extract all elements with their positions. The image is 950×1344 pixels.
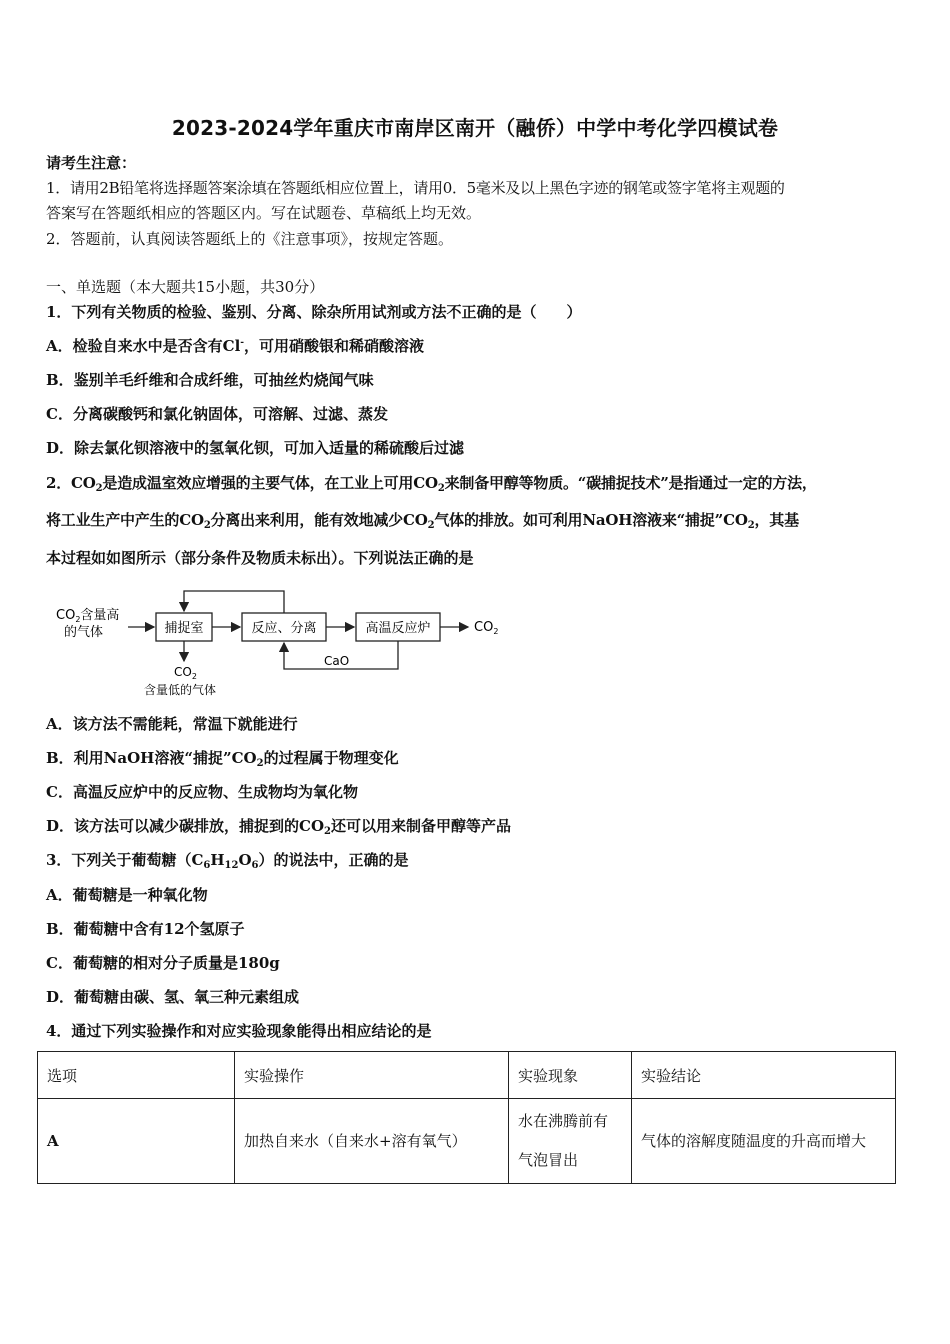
- process-diagram: [50, 583, 520, 703]
- q2-stem-line-1: 2．$CO_2$是造成温室效应增强的主要气体，在工业上可用$CO_2$来制备甲醇等物质。“碳捕捉技术”是指通过一定的方法，: [46, 474, 817, 494]
- q4-table: [37, 1051, 896, 1184]
- row-a-operation: 加热自来水（自来水+溶有氧气）: [235, 1099, 509, 1184]
- q1-option-c: C．分离碳酸钙和氯化钠固体，可溶解、过滤、蒸发: [46, 405, 388, 423]
- q1-option-b: B．鉴别羊毛纤维和合成纤维，可抽丝灼烧闻气味: [46, 371, 374, 389]
- row-a-conclusion: 气体的溶解度随温度的升高而增大: [632, 1099, 896, 1184]
- q3-stem: 3．下列关于葡萄糖$(C_6H_{12}O_6)$的说法中，正确的是: [46, 851, 409, 871]
- q4-stem: 4．通过下列实验操作和对应实验现象能得出相应结论的是: [46, 1022, 432, 1040]
- furnace-label: 高温反应炉: [365, 621, 431, 636]
- notice-item-1a: 1．请用2B铅笔将选择题答案涂填在答题纸相应位置上，请用0．5毫米及以上黑色字迹的钢笔或签字笔将主观题的: [46, 179, 785, 197]
- q3-option-c: C．葡萄糖的相对分子质量是180g: [46, 954, 280, 972]
- reaction-separation-label: 反应、分离: [251, 621, 317, 636]
- q1-option-a: A．检验自来水中是否含有Cl-，可用硝酸银和稀硝酸溶液: [46, 337, 425, 355]
- table-header-row: [38, 1052, 896, 1099]
- header-operation: 实验操作: [235, 1052, 509, 1099]
- header-phenomenon: 实验现象: [509, 1052, 632, 1099]
- q2-stem-line-2: 将工业生产中产生的$CO_2$分离出来利用，能有效地减少$CO_2$气体的排放。如可利用NaOH溶液来“捕捉$”CO_2$，其基: [46, 511, 799, 531]
- q1-option-d: D．除去氯化钡溶液中的氢氧化钡，可加入适量的稀硫酸后过滤: [46, 439, 465, 457]
- q2-stem-line-3: 本过程如如图所示（部分条件及物质未标出）。下列说法正确的是: [46, 549, 474, 567]
- input-gas-label: $CO_2$含量高: [56, 608, 120, 624]
- q3-option-d: D．葡萄糖由碳、氢、氧三种元素组成: [46, 988, 300, 1006]
- recycle-loop-top: [184, 591, 284, 613]
- q2-option-c: C．高温反应炉中的反应物、生成物均为氧化物: [46, 783, 358, 801]
- q3-option-a: A．葡萄糖是一种氧化物: [46, 886, 208, 904]
- cao-label: CaO: [324, 654, 350, 668]
- q1-stem: 1．下列有关物质的检验、鉴别、分离、除杂所用试剂或方法不正确的是（ ）: [46, 303, 582, 321]
- low-gas-label: $CO_2$: [174, 665, 197, 681]
- q2-option-b: B．利用NaOH溶液“捕捉$”CO_2$的过程属于物理变化: [46, 749, 399, 769]
- q3-option-b: B．葡萄糖中含有12个氢原子: [46, 920, 245, 938]
- capture-chamber-label: 捕捉室: [164, 621, 204, 636]
- section-heading: 一、单选题（本大题共15小题，共30分）: [46, 278, 325, 296]
- output-co2-label: $CO_2$: [474, 620, 499, 636]
- input-gas-label-2: 的气体: [64, 625, 104, 640]
- page-title: 2023-2024学年重庆市南岸区南开（融侨）中学中考化学四模试卷: [171, 116, 779, 140]
- row-a-option: A: [38, 1099, 235, 1184]
- header-conclusion: 实验结论: [632, 1052, 896, 1099]
- table-row: [38, 1099, 896, 1184]
- header-option: 选项: [38, 1052, 235, 1099]
- q2-option-a: A．该方法不需能耗，常温下就能进行: [46, 715, 298, 733]
- low-gas-label-2: 含量低的气体: [144, 683, 217, 697]
- notice-heading: 请考生注意：: [46, 154, 137, 172]
- notice-item-1b: 答案写在答题纸相应的答题区内。写在试题卷、草稿纸上均无效。: [46, 204, 482, 222]
- row-a-phenomenon: 水在沸腾前有气泡冒出: [509, 1099, 632, 1184]
- notice-item-2: 2．答题前，认真阅读答题纸上的《注意事项》，按规定答题。: [46, 230, 454, 248]
- q2-option-d: D．该方法可以减少碳排放，捕捉到的$CO_2$还可以用来制备甲醇等产品: [46, 817, 511, 837]
